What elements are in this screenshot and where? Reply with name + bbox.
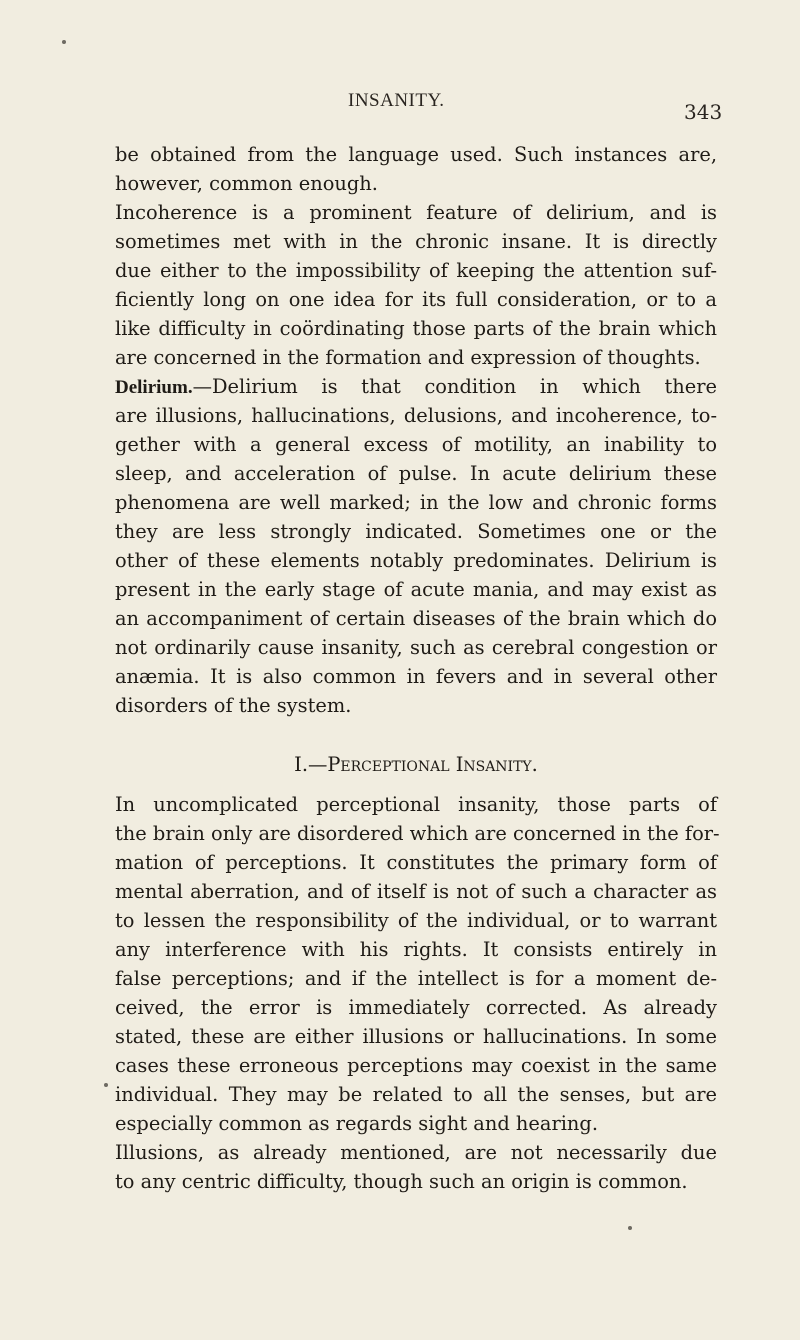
text-line: stated, these are either illusions or hallucinations. In some	[115, 1025, 717, 1048]
text-line: be obtained from the language used. Such instances are,	[115, 143, 717, 166]
page-number: 343	[684, 100, 723, 124]
text-line: ficiently long on one idea for its full consideration, or to a	[115, 288, 717, 311]
side-heading-delirium: Delirium.	[115, 377, 193, 398]
text-line: to lessen the responsibility of the individual, or to warrant	[115, 909, 717, 932]
text-line: they are less strongly indicated. Sometimes one or the	[115, 520, 717, 543]
text-line: In uncomplicated perceptional insanity, those parts of	[115, 793, 717, 816]
text-line: other of these elements notably predominates. Delirium is	[115, 549, 717, 572]
text-line: mental aberration, and of itself is not of such a character as	[115, 880, 717, 903]
text-line: an accompaniment of certain diseases of the brain which do	[115, 607, 717, 630]
print-speck	[104, 1083, 108, 1087]
text-line: due either to the impossibility of keeping the attention suf-	[115, 259, 717, 282]
text-line: cases these erroneous perceptions may coexist in the same	[115, 1054, 717, 1077]
text-line: false perceptions; and if the intellect is for a moment de-	[115, 967, 717, 990]
text-line: sleep, and acceleration of pulse. In acute delirium these	[115, 462, 717, 485]
print-speck	[62, 40, 66, 44]
text-line: are illusions, hallucinations, delusions, and incoherence, to-	[115, 404, 717, 427]
text-line: anæmia. It is also common in fevers and in several other	[115, 665, 717, 688]
text-line: ceived, the error is immediately corrected. As already	[115, 996, 717, 1019]
text-line: mation of perceptions. It constitutes the primary form of	[115, 851, 717, 874]
text-line: not ordinarily cause insanity, such as cerebral congestion or	[115, 636, 717, 659]
text-line: Illusions, as already mentioned, are not necessarily due	[115, 1141, 717, 1164]
text-line: especially common as regards sight and hearing.	[115, 1112, 598, 1135]
text-line: like difficulty in coördinating those parts of the brain which	[115, 317, 717, 340]
text-line: Incoherence is a prominent feature of delirium, and is	[115, 201, 717, 224]
text-line: gether with a general excess of motility, an inability to	[115, 433, 717, 456]
section-heading: I.—Perceptional Insanity.	[294, 753, 538, 776]
text-line: the brain only are disordered which are concerned in the for-	[115, 822, 720, 845]
running-title: INSANITY.	[348, 90, 445, 111]
delirium-line-text: —Delirium is that condition in which there	[192, 375, 717, 398]
text-line: to any centric difficulty, though such an origin is common.	[115, 1170, 688, 1193]
text-line: however, common enough.	[115, 172, 378, 195]
text-line: any interference with his rights. It consists entirely in	[115, 938, 717, 961]
text-line: disorders of the system.	[115, 694, 352, 717]
text-line: are concerned in the formation and expression of thoughts.	[115, 346, 701, 369]
text-line: present in the early stage of acute mania, and may exist as	[115, 578, 717, 601]
text-line: phenomena are well marked; in the low and chronic forms	[115, 491, 717, 514]
print-speck	[628, 1226, 632, 1230]
text-line: individual. They may be related to all the senses, but are	[115, 1083, 717, 1106]
text-line: sometimes met with in the chronic insane. It is directly	[115, 230, 717, 253]
text-line-delirium	[115, 372, 717, 402]
